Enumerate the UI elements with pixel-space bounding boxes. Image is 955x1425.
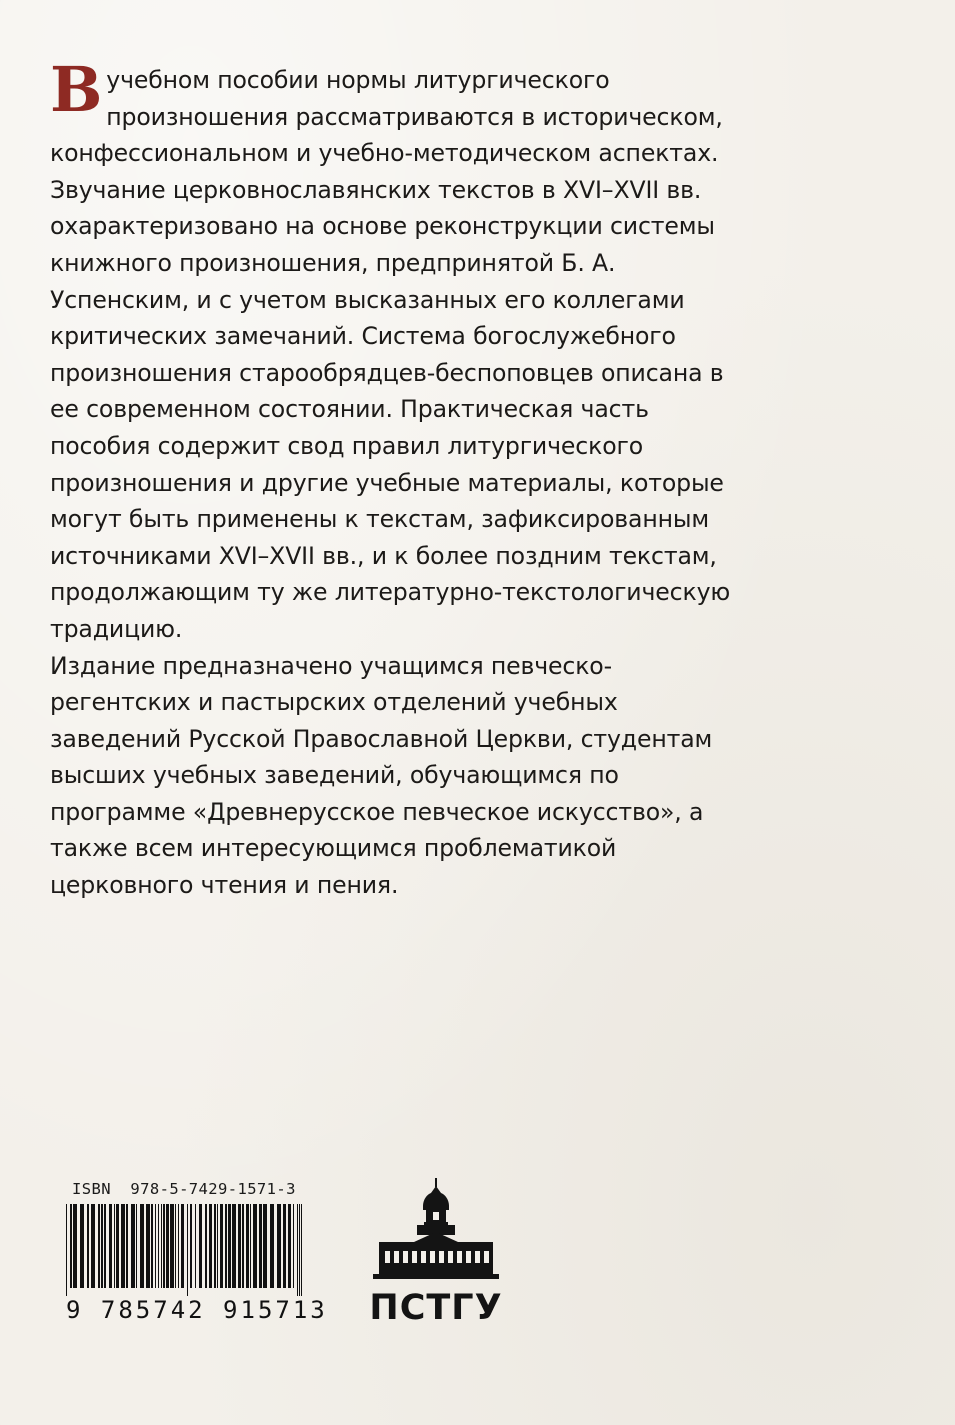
blurb-paragraph-1: [50, 53, 750, 648]
blurb-paragraph-1-text: учебном пособии нормы литургического произношения рассматриваются в историческом, конфессиональном и учебно-методическом аспектах. Звучание церковнославянских текстов в XVI–XVII вв. охарактеризовано на основе реконструкции системы книжного произношения, предпринятой Б. А. Успенским, и с учетом высказанных его коллегами критических замечаний. Система богослужебного произношения старообрядцев-беспоповцев описана в ее современном состоянии. Практическая часть пособия содержит свод правил литургического произношения и другие учебные материалы, которые могут быть применены к текстам, зафиксированным источниками XVI–XVII вв., и к более поздним текстам, продолжающим ту же литературно-текстологическую традицию.: [50, 66, 731, 643]
drop-cap: В: [50, 53, 103, 126]
publisher-name: ПСТГУ: [369, 1288, 503, 1328]
isbn-number: 978-5-7429-1571-3: [130, 1180, 296, 1198]
barcode-bars: [66, 1204, 304, 1296]
barcode-digits: 9 785742 915713: [66, 1296, 328, 1324]
cover-footer: [0, 1180, 955, 1350]
barcode: [66, 1204, 328, 1324]
building-icon: [361, 1176, 511, 1284]
isbn-label: ISBN: [72, 1180, 111, 1198]
blurb-paragraph-2: Издание предназначено учащимся певческо-регентских и пастырских отделений учебных заведений Русской Православной Церкви, студентам высших учебных заведений, обучающимся по программе «Древнерусское певческое искусство», а также всем интересующимся проблематикой церковного чтения и пения.: [50, 651, 713, 900]
publisher-block: [336, 1176, 536, 1328]
isbn-line: [72, 1180, 311, 1198]
blurb-text: [50, 53, 750, 904]
isbn-block: [66, 1180, 328, 1324]
